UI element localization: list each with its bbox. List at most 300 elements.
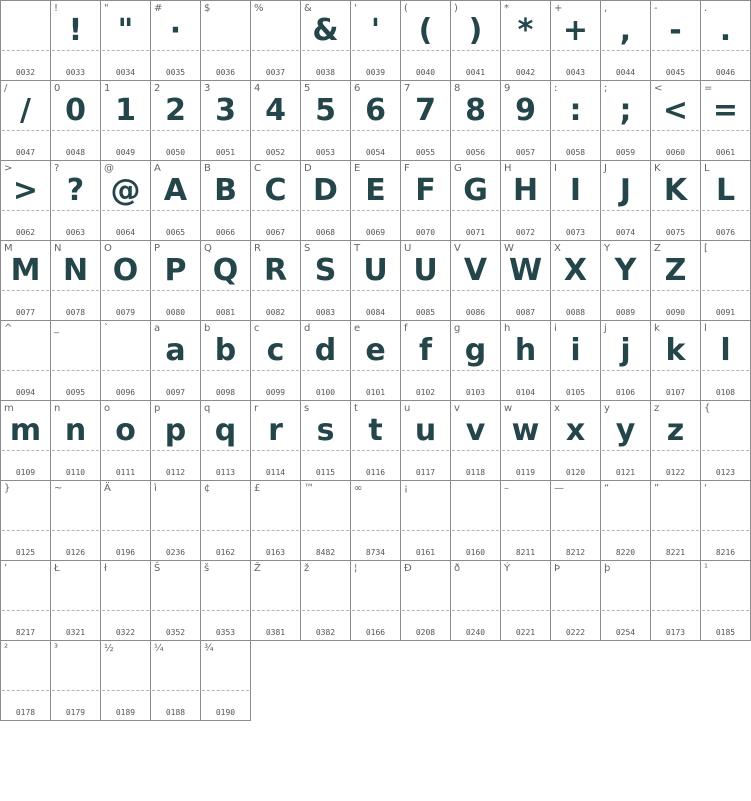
- glyph-sample: f: [418, 333, 433, 368]
- cell-character-label: P: [154, 243, 161, 254]
- cell-code-label: 0085: [415, 308, 436, 317]
- glyph-cell: [150, 640, 200, 721]
- cell-code-label: 0075: [665, 228, 686, 237]
- cell-code-label: 8211: [515, 548, 536, 557]
- cell-character-label: }: [4, 483, 11, 494]
- glyph-cell: [600, 560, 650, 641]
- cell-code-label: 0208: [415, 628, 436, 637]
- glyph-sample: [301, 569, 350, 613]
- glyph-sample: I: [569, 173, 582, 208]
- glyph-sample: J: [619, 173, 632, 208]
- glyph-sample: [51, 489, 100, 533]
- cell-code-label: 0053: [315, 148, 336, 157]
- glyph-cell: [650, 400, 700, 480]
- glyph-cell: [50, 0, 100, 80]
- glyph-cell: [0, 160, 50, 240]
- cell-code-label: 0163: [265, 548, 286, 557]
- cell-character-label: U: [404, 243, 412, 254]
- glyph-cell: [400, 400, 450, 480]
- cell-code-label: 0072: [515, 228, 536, 237]
- glyph-sample: [701, 489, 750, 533]
- glyph-sample: H: [512, 173, 539, 208]
- cell-character-label: ?: [54, 163, 60, 174]
- glyph-cell: [250, 240, 300, 320]
- cell-code-label: 0080: [165, 308, 186, 317]
- cell-code-label: 0117: [415, 468, 436, 477]
- cell-character-label: E: [354, 163, 361, 174]
- glyph-sample: [51, 569, 100, 613]
- cell-character-label: /: [4, 83, 8, 94]
- glyph-cell: [500, 80, 550, 160]
- glyph-cell: [600, 0, 650, 80]
- cell-code-label: 0101: [365, 388, 386, 397]
- glyph-sample: [451, 569, 500, 613]
- glyph-cell: [100, 320, 150, 400]
- cell-code-label: 0190: [215, 708, 236, 717]
- glyph-cell: [50, 160, 100, 240]
- cell-character-label: ^: [4, 323, 13, 334]
- cell-character-label: $: [204, 3, 211, 14]
- glyph-cell: [100, 80, 150, 160]
- cell-character-label: B: [204, 163, 211, 174]
- glyph-cell: [250, 480, 300, 560]
- cell-character-label: &: [304, 3, 312, 14]
- glyph-cell: [50, 560, 100, 640]
- glyph-sample: [401, 489, 450, 533]
- cell-character-label: 3: [204, 83, 211, 94]
- cell-code-label: 0382: [315, 628, 336, 637]
- glyph-sample: c: [266, 333, 285, 368]
- glyph-cell: [650, 320, 700, 400]
- glyph-sample: [601, 489, 650, 533]
- glyph-sample: [101, 489, 150, 533]
- glyph-sample: S: [314, 253, 337, 288]
- glyph-cell: [500, 400, 550, 480]
- glyph-sample: a: [165, 333, 186, 368]
- cell-character-label: F: [404, 163, 410, 174]
- cell-character-label: c: [254, 323, 260, 334]
- glyph-sample: 4: [265, 93, 286, 128]
- cell-character-label: 1: [104, 83, 111, 94]
- glyph-sample: [1, 329, 50, 373]
- cell-code-label: 0032: [15, 68, 36, 77]
- glyph-cell: [200, 400, 250, 480]
- glyph-sample: [551, 489, 600, 533]
- glyph-sample: G: [463, 173, 488, 208]
- cell-code-label: 0096: [115, 388, 136, 397]
- cell-code-label: 0120: [565, 468, 586, 477]
- glyph-cell: [50, 80, 100, 160]
- cell-code-label: 0100: [315, 388, 336, 397]
- cell-code-label: 0066: [215, 228, 236, 237]
- cell-code-label: 0160: [465, 548, 486, 557]
- glyph-cell: [700, 80, 751, 160]
- glyph-sample: O: [112, 253, 139, 288]
- cell-character-label: 0: [54, 83, 61, 94]
- cell-code-label: 0125: [15, 548, 36, 557]
- glyph-sample: [51, 329, 100, 373]
- cell-code-label: 0040: [415, 68, 436, 77]
- glyph-sample: 5: [315, 93, 336, 128]
- cell-code-label: 0108: [715, 388, 736, 397]
- glyph-cell: [450, 480, 500, 560]
- cell-code-label: 0098: [215, 388, 236, 397]
- cell-character-label: ~: [54, 483, 63, 494]
- cell-code-label: 0037: [265, 68, 286, 77]
- cell-character-label: l: [704, 323, 707, 334]
- cell-character-label: G: [454, 163, 462, 174]
- cell-character-label: e: [354, 323, 361, 334]
- glyph-sample: 9: [515, 93, 536, 128]
- cell-character-label: ²: [4, 643, 9, 654]
- cell-character-label: i: [554, 323, 557, 334]
- glyph-cell: [550, 560, 600, 641]
- cell-character-label: ;: [604, 83, 608, 94]
- cell-character-label: O: [104, 243, 112, 254]
- glyph-sample: R: [263, 253, 288, 288]
- glyph-cell: [200, 480, 250, 560]
- glyph-cell: [150, 480, 200, 560]
- glyph-cell: [0, 320, 50, 400]
- cell-code-label: 0050: [165, 148, 186, 157]
- cell-character-label: `: [104, 323, 109, 334]
- glyph-sample: y: [615, 413, 636, 448]
- cell-code-label: 0048: [65, 148, 86, 157]
- cell-code-label: 0039: [365, 68, 386, 77]
- glyph-cell: [100, 240, 150, 320]
- glyph-sample: [151, 569, 200, 613]
- cell-code-label: 0057: [515, 148, 536, 157]
- glyph-sample: F: [415, 173, 436, 208]
- cell-code-label: 0123: [715, 468, 736, 477]
- cell-character-label: —: [554, 483, 564, 494]
- cell-character-label: Q: [204, 243, 212, 254]
- cell-character-label: ¼: [154, 643, 164, 654]
- glyph-sample: C: [264, 173, 287, 208]
- cell-code-label: 0054: [365, 148, 386, 157]
- cell-character-label: Ð: [404, 563, 412, 574]
- cell-character-label: ¦: [354, 563, 358, 574]
- glyph-sample: [401, 569, 450, 613]
- glyph-sample: M: [10, 253, 41, 288]
- cell-character-label: %: [254, 3, 264, 14]
- cell-character-label: a: [154, 323, 161, 334]
- glyph-sample: ): [468, 13, 483, 48]
- glyph-sample: N: [62, 253, 89, 288]
- cell-code-label: 0162: [215, 548, 236, 557]
- cell-code-label: 0064: [115, 228, 136, 237]
- glyph-sample: [1, 569, 50, 613]
- cell-code-label: 0099: [265, 388, 286, 397]
- glyph-sample: 6: [365, 93, 386, 128]
- glyph-cell: [200, 640, 251, 721]
- cell-character-label: ”: [654, 483, 660, 494]
- cell-code-label: 0103: [465, 388, 486, 397]
- glyph-cell: [300, 560, 350, 641]
- glyph-cell: [0, 80, 50, 160]
- cell-character-label: o: [104, 403, 111, 414]
- cell-character-label: !: [54, 3, 59, 14]
- cell-code-label: 0196: [115, 548, 136, 557]
- glyph-sample: g: [464, 333, 487, 368]
- glyph-cell: [150, 160, 200, 240]
- cell-code-label: 0112: [165, 468, 186, 477]
- glyph-sample: o: [115, 413, 136, 448]
- cell-code-label: 0046: [715, 68, 736, 77]
- cell-character-label: z: [654, 403, 660, 414]
- cell-code-label: 0068: [315, 228, 336, 237]
- glyph-sample: 0: [65, 93, 86, 128]
- cell-character-label: Z: [654, 243, 661, 254]
- glyph-sample: q: [214, 413, 237, 448]
- cell-code-label: 0084: [365, 308, 386, 317]
- glyph-sample: e: [365, 333, 386, 368]
- cell-code-label: 0083: [315, 308, 336, 317]
- glyph-sample: [251, 489, 300, 533]
- glyph-sample: p: [164, 413, 187, 448]
- cell-character-label: x: [554, 403, 560, 414]
- glyph-sample: [501, 489, 550, 533]
- glyph-cell: [350, 160, 400, 240]
- glyph-cell: [150, 560, 200, 640]
- glyph-cell: [500, 0, 550, 80]
- glyph-sample: [1, 489, 50, 533]
- cell-character-label: 7: [404, 83, 411, 94]
- glyph-sample: U: [413, 253, 438, 288]
- glyph-sample: E: [365, 173, 386, 208]
- cell-code-label: 0035: [165, 68, 186, 77]
- cell-character-label: <: [654, 83, 663, 94]
- cell-character-label: ∞: [354, 483, 363, 494]
- cell-code-label: 0110: [65, 468, 86, 477]
- glyph-cell: [700, 240, 751, 320]
- glyph-cell: [600, 240, 650, 320]
- cell-code-label: 0089: [615, 308, 636, 317]
- glyph-cell: [700, 560, 751, 641]
- cell-code-label: 0087: [515, 308, 536, 317]
- cell-character-label: h: [504, 323, 511, 334]
- glyph-cell: [250, 400, 300, 480]
- glyph-cell: [450, 160, 500, 240]
- cell-code-label: 0105: [565, 388, 586, 397]
- cell-character-label: ‘: [704, 483, 708, 494]
- glyph-cell: [150, 0, 200, 80]
- glyph-cell: [100, 400, 150, 480]
- glyph-cell: [550, 320, 600, 400]
- cell-code-label: 0074: [615, 228, 636, 237]
- glyph-cell: [550, 400, 600, 480]
- glyph-cell: [100, 560, 150, 640]
- glyph-sample: !: [68, 13, 83, 48]
- cell-character-label: j: [604, 323, 607, 334]
- cell-character-label: 9: [504, 83, 511, 94]
- cell-code-label: 0109: [15, 468, 36, 477]
- glyph-cell: [400, 320, 450, 400]
- cell-character-label: ž: [304, 563, 310, 574]
- glyph-cell: [550, 480, 600, 560]
- glyph-cell: [600, 320, 650, 400]
- glyph-sample: ;: [619, 93, 632, 128]
- cell-code-label: 0094: [15, 388, 36, 397]
- cell-character-label: b: [204, 323, 211, 334]
- glyph-cell: [350, 80, 400, 160]
- cell-character-label: >: [4, 163, 13, 174]
- glyph-cell: [300, 80, 350, 160]
- glyph-sample: ,: [619, 13, 632, 48]
- cell-code-label: 0067: [265, 228, 286, 237]
- glyph-sample: Q: [212, 253, 239, 288]
- glyph-cell: [250, 160, 300, 240]
- cell-code-label: 0044: [615, 68, 636, 77]
- glyph-cell: [500, 480, 550, 560]
- cell-code-label: 0122: [665, 468, 686, 477]
- cell-character-label: k: [654, 323, 660, 334]
- cell-character-label: ł: [104, 563, 107, 574]
- glyph-cell: [200, 80, 250, 160]
- cell-code-label: 0077: [15, 308, 36, 317]
- cell-character-label: =: [704, 83, 713, 94]
- cell-character-label: “: [604, 483, 610, 494]
- glyph-sample: V: [463, 253, 488, 288]
- glyph-cell: [550, 240, 600, 320]
- glyph-sample: h: [514, 333, 537, 368]
- glyph-sample: [351, 569, 400, 613]
- glyph-cell: [300, 160, 350, 240]
- cell-character-label: ,: [604, 3, 608, 14]
- cell-code-label: 0173: [665, 628, 686, 637]
- cell-code-label: 0113: [215, 468, 236, 477]
- glyph-cell: [450, 320, 500, 400]
- glyph-cell: [0, 480, 50, 560]
- cell-code-label: 0102: [415, 388, 436, 397]
- cell-character-label: u: [404, 403, 411, 414]
- glyph-sample: A: [163, 173, 188, 208]
- cell-character-label: r: [254, 403, 259, 414]
- glyph-sample: k: [665, 333, 686, 368]
- cell-code-label: 0106: [615, 388, 636, 397]
- cell-character-label: ¹: [704, 563, 709, 574]
- cell-character-label: T: [354, 243, 361, 254]
- cell-code-label: 0179: [65, 708, 86, 717]
- cell-code-label: 0069: [365, 228, 386, 237]
- glyph-cell: [50, 480, 100, 560]
- glyph-sample: B: [214, 173, 237, 208]
- glyph-cell: [350, 560, 400, 641]
- glyph-sample: [651, 489, 700, 533]
- cell-character-label: g: [454, 323, 461, 334]
- glyph-cell: [0, 560, 50, 640]
- glyph-cell: [350, 0, 400, 80]
- glyph-sample: (: [418, 13, 433, 48]
- glyph-cell: [100, 0, 150, 80]
- glyph-sample: j: [620, 333, 631, 368]
- cell-code-label: 0051: [215, 148, 236, 157]
- glyph-cell: [400, 0, 450, 80]
- cell-code-label: 0088: [565, 308, 586, 317]
- glyph-sample: >: [12, 173, 39, 208]
- cell-code-label: 0043: [565, 68, 586, 77]
- cell-character-label: Þ: [554, 563, 561, 574]
- cell-code-label: 0061: [715, 148, 736, 157]
- cell-character-label: V: [454, 243, 461, 254]
- glyph-cell: [450, 560, 500, 641]
- cell-character-label: ’: [4, 563, 8, 574]
- cell-character-label: A: [154, 163, 161, 174]
- cell-character-label: w: [504, 403, 513, 414]
- glyph-cell: [0, 0, 50, 80]
- glyph-cell: [250, 560, 300, 641]
- glyph-sample: &: [312, 13, 339, 48]
- glyph-sample: ·: [169, 13, 182, 48]
- cell-character-label: Š: [154, 563, 161, 574]
- cell-code-label: 0042: [515, 68, 536, 77]
- cell-character-label: D: [304, 163, 312, 174]
- glyph-sample: [201, 9, 250, 53]
- cell-code-label: 0062: [15, 228, 36, 237]
- glyph-sample: [1, 9, 50, 53]
- cell-code-label: 0321: [65, 628, 86, 637]
- glyph-cell: [700, 400, 751, 480]
- cell-character-label: M: [4, 243, 13, 254]
- glyph-sample: [701, 409, 750, 453]
- glyph-cell: [700, 0, 751, 80]
- glyph-cell: [400, 480, 450, 560]
- glyph-sample: @: [110, 173, 141, 208]
- cell-code-label: 0114: [265, 468, 286, 477]
- cell-character-label: ): [454, 3, 458, 14]
- cell-character-label: d: [304, 323, 311, 334]
- glyph-sample: i: [570, 333, 581, 368]
- cell-character-label: £: [254, 483, 261, 494]
- glyph-cell: [500, 320, 550, 400]
- cell-code-label: 0079: [115, 308, 136, 317]
- glyph-sample: D: [313, 173, 338, 208]
- glyph-sample: [701, 569, 750, 613]
- cell-character-label: _: [54, 323, 59, 334]
- glyph-cell: [600, 480, 650, 560]
- cell-code-label: 0041: [465, 68, 486, 77]
- cell-character-label: @: [104, 163, 114, 174]
- cell-character-label: n: [54, 403, 61, 414]
- cell-code-label: 0107: [665, 388, 686, 397]
- glyph-cell: [350, 400, 400, 480]
- glyph-sample: [551, 569, 600, 613]
- cell-character-label: #: [154, 3, 163, 14]
- cell-character-label: I: [554, 163, 557, 174]
- cell-code-label: 0115: [315, 468, 336, 477]
- glyph-sample: v: [465, 413, 486, 448]
- cell-character-label: K: [654, 163, 661, 174]
- cell-code-label: 0095: [65, 388, 86, 397]
- cell-code-label: 0071: [465, 228, 486, 237]
- glyph-cell: [450, 400, 500, 480]
- glyph-sample: u: [414, 413, 437, 448]
- cell-code-label: 0119: [515, 468, 536, 477]
- glyph-sample: d: [314, 333, 337, 368]
- cell-code-label: 0045: [665, 68, 686, 77]
- cell-character-label: (: [404, 3, 408, 14]
- cell-code-label: 0033: [65, 68, 86, 77]
- cell-character-label: ": [104, 3, 109, 14]
- cell-character-label: ™: [304, 483, 314, 494]
- glyph-sample: t: [368, 413, 383, 448]
- cell-character-label: R: [254, 243, 261, 254]
- glyph-sample: <: [662, 93, 689, 128]
- glyph-sample: [651, 569, 700, 613]
- glyph-sample: [101, 649, 150, 693]
- glyph-cell: [250, 80, 300, 160]
- glyph-sample: 2: [165, 93, 186, 128]
